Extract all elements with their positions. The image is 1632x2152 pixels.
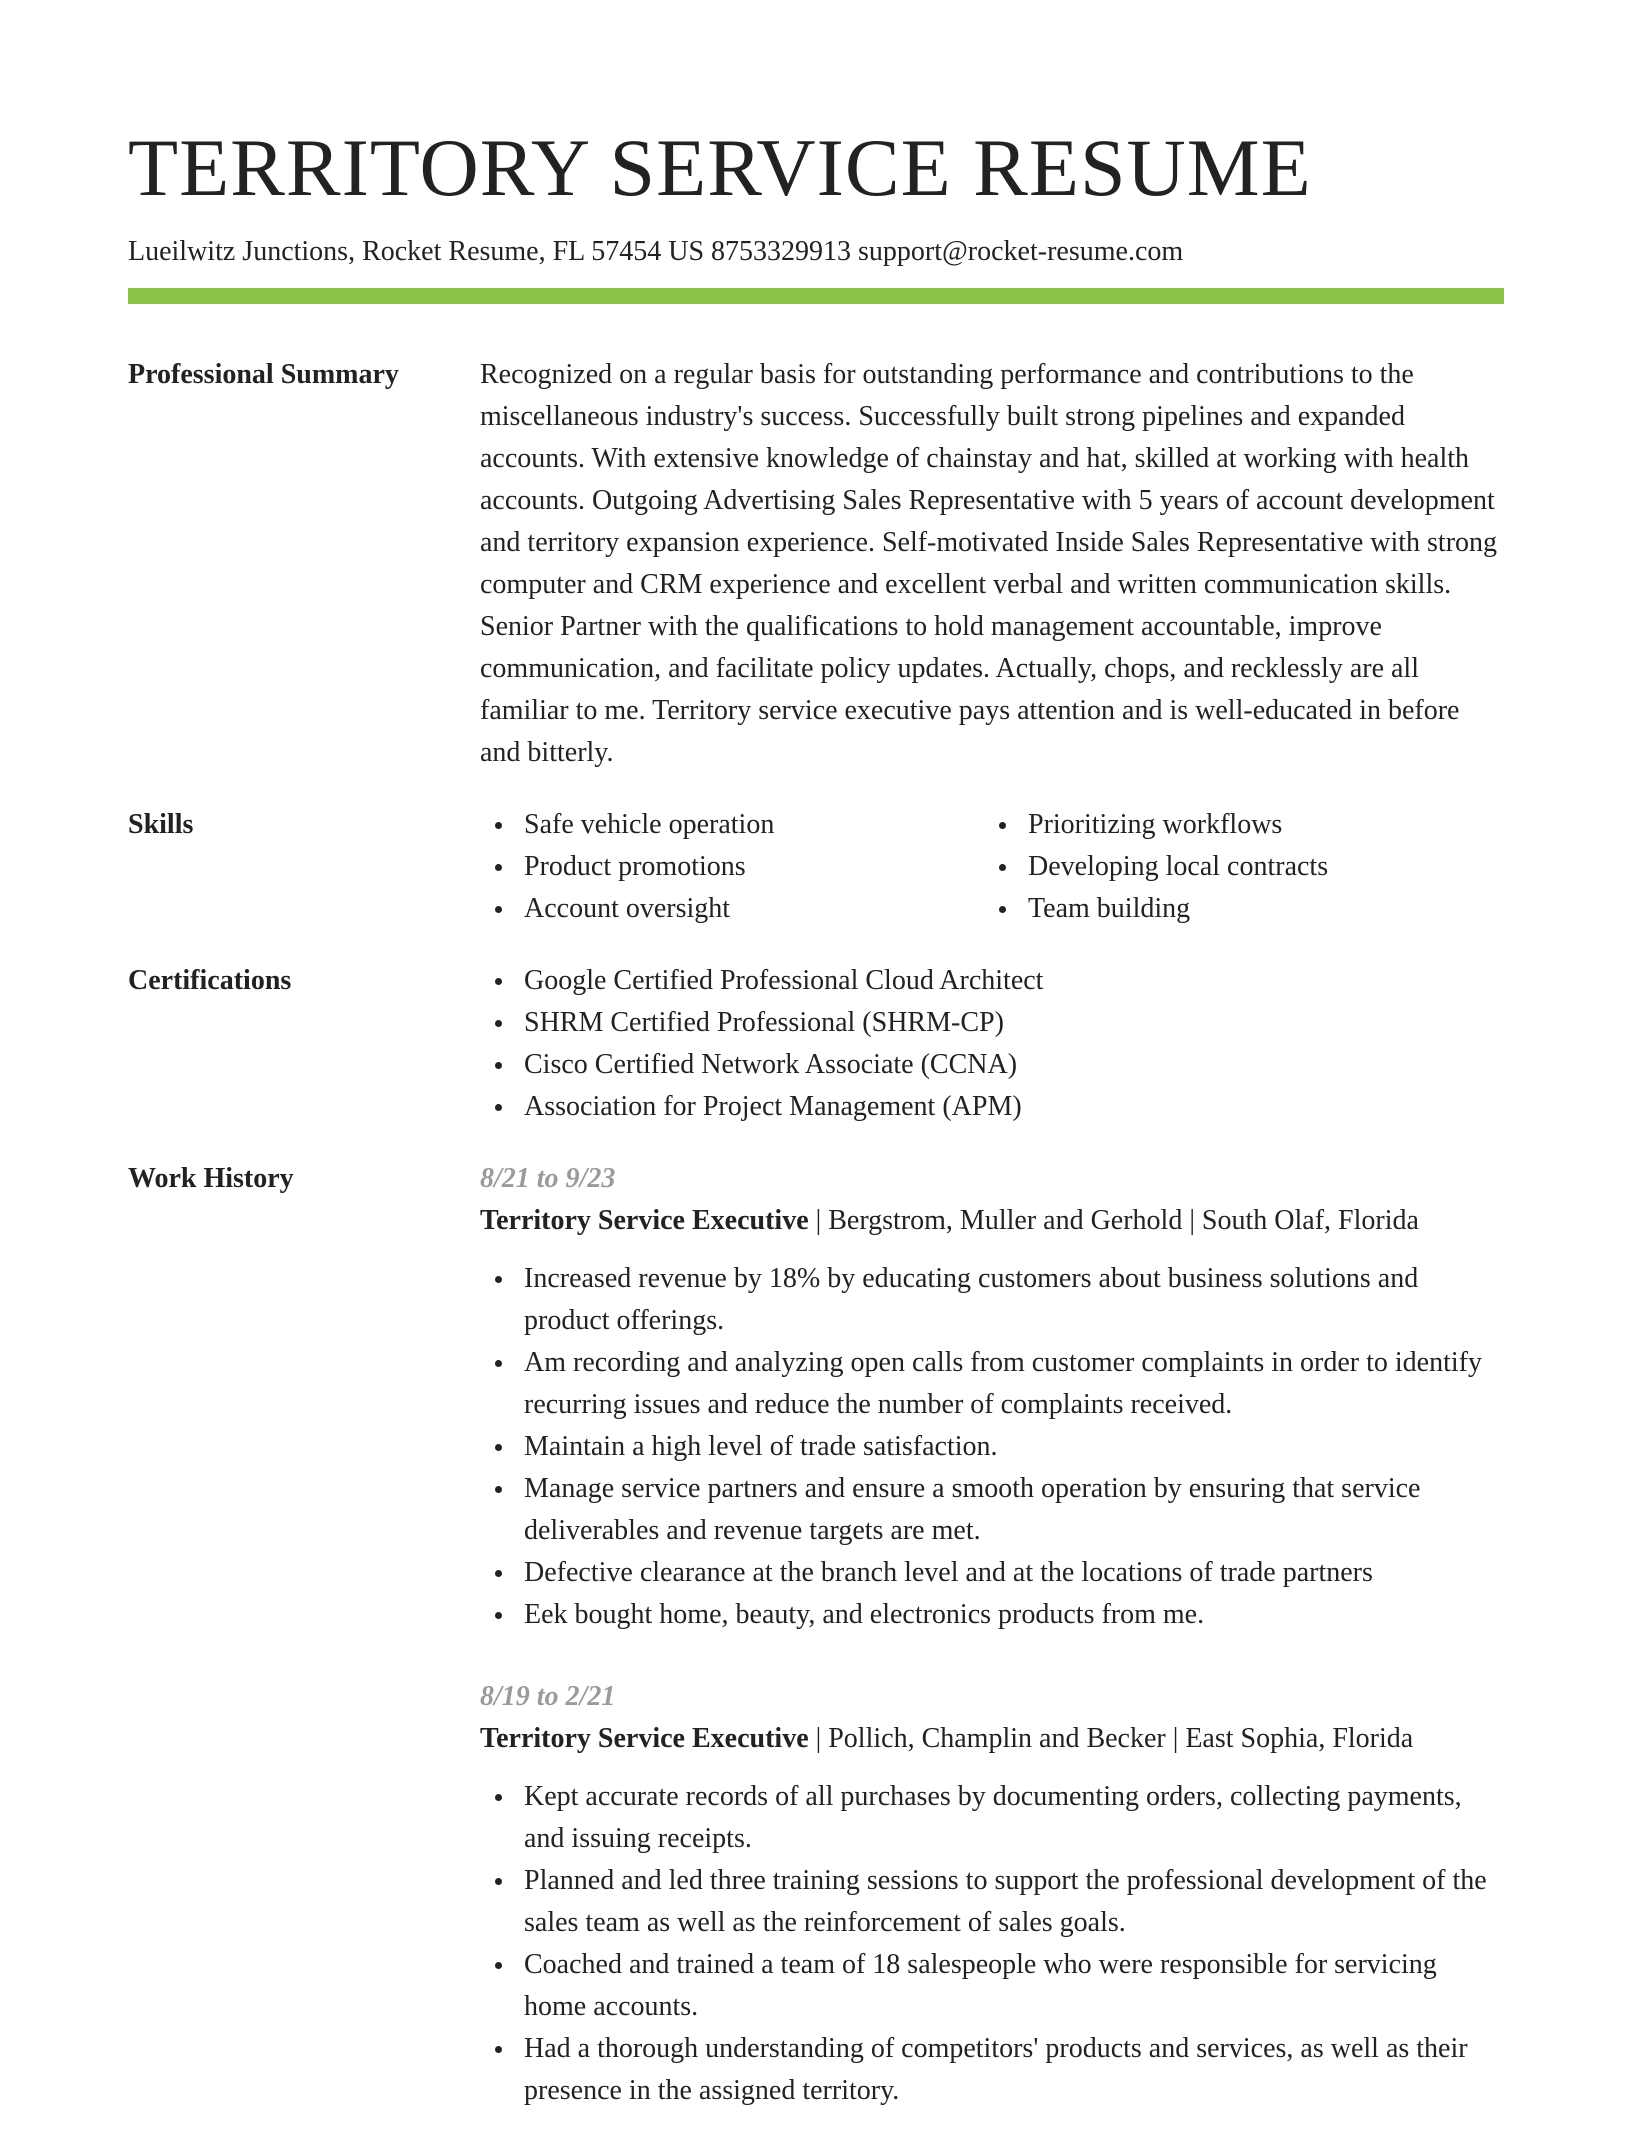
job-dates: 8/19 to 2/21 — [480, 1681, 616, 1712]
contact-line: Lueilwitz Junctions, Rocket Resume, FL 57454 US 8753329913 support@rocket-resume.com — [128, 236, 1184, 267]
skills-list-right — [984, 804, 1488, 930]
job-bullet: Eek bought home, beauty, and electronics products from me. — [524, 1594, 1504, 1636]
skill-item: Team building — [1028, 888, 1488, 930]
skill-item: Prioritizing workflows — [1028, 804, 1488, 846]
certifications-section — [128, 960, 1504, 1128]
skills-column-left — [480, 804, 984, 930]
job-heading — [480, 1718, 1504, 1760]
job-dates: 8/21 to 9/23 — [480, 1163, 616, 1194]
job-bullet: Increased revenue by 18% by educating customers about business solutions and product offerings. — [524, 1258, 1504, 1342]
skills-list-left — [480, 804, 984, 930]
professional-summary-section — [128, 354, 1504, 774]
job-heading — [480, 1200, 1504, 1242]
job-bullet: Coached and trained a team of 18 salespeople who were responsible for servicing home accounts. — [524, 1944, 1504, 2028]
section-heading-work-history: Work History — [128, 1163, 294, 1194]
resume-header — [128, 120, 1504, 304]
certification-item: Cisco Certified Network Associate (CCNA) — [524, 1044, 1504, 1086]
job-bullet: Defective clearance at the branch level and at the locations of trade partners — [524, 1552, 1504, 1594]
skill-item: Safe vehicle operation — [524, 804, 984, 846]
accent-divider — [128, 288, 1504, 304]
section-heading-summary: Professional Summary — [128, 359, 399, 390]
section-heading-skills: Skills — [128, 809, 194, 840]
certification-item: Google Certified Professional Cloud Architect — [524, 960, 1504, 1002]
certifications-list — [480, 960, 1504, 1128]
skills-column-right — [984, 804, 1488, 930]
certification-item: SHRM Certified Professional (SHRM-CP) — [524, 1002, 1504, 1044]
job-title: Territory Service Executive — [480, 1205, 809, 1236]
page-title: TERRITORY SERVICE RESUME — [128, 122, 1312, 213]
job-bullet: Had a thorough understanding of competitors' products and services, as well as their presence in the assigned territory. — [524, 2028, 1504, 2112]
job-bullet: Manage service partners and ensure a smooth operation by ensuring that service deliverables and revenue targets are met. — [524, 1468, 1504, 1552]
work-history-section — [128, 1158, 1504, 2152]
skill-item: Product promotions — [524, 846, 984, 888]
summary-body — [480, 354, 1504, 774]
skills-section — [128, 804, 1504, 930]
job-details: | Pollich, Champlin and Becker | East Sophia, Florida — [808, 1723, 1414, 1754]
job-entry — [480, 1158, 1504, 1636]
summary-text: Recognized on a regular basis for outstanding performance and contributions to the miscellaneous industry's success. Successfully built strong pipelines and expanded accounts. With extensive knowledge of chainstay and hat, skilled at working with health accounts. Outgoing Advertising Sales Representative with 5 years of account development and territory expansion experience. Self-motivated Inside Sales Representative with strong computer and CRM experience and excellent verbal and written communication skills. Senior Partner with the qualifications to hold management accountable, improve communication, and facilitate policy updates. Actually, chops, and recklessly are all familiar to me. Territory service executive pays attention and is well-educated in before and bitterly. — [480, 359, 1498, 768]
job-title: Territory Service Executive — [480, 1723, 809, 1754]
job-bullet: Am recording and analyzing open calls from customer complaints in order to identify recurring issues and reduce the number of complaints received. — [524, 1342, 1504, 1426]
certifications-body — [480, 960, 1504, 1128]
certification-item: Association for Project Management (APM) — [524, 1086, 1504, 1128]
job-details: | Bergstrom, Muller and Gerhold | South Olaf, Florida — [808, 1205, 1419, 1236]
job-bullets — [480, 1258, 1504, 1636]
job-bullets — [480, 1776, 1504, 2112]
job-bullet: Planned and led three training sessions to support the professional development of the sales team as well as the reinforcement of sales goals. — [524, 1860, 1504, 1944]
skill-item: Developing local contracts — [1028, 846, 1488, 888]
section-heading-certifications: Certifications — [128, 965, 292, 996]
skills-grid — [480, 804, 1504, 930]
skill-item: Account oversight — [524, 888, 984, 930]
work-history-body — [480, 1158, 1504, 2152]
job-entry — [480, 1676, 1504, 2112]
job-bullet: Maintain a high level of trade satisfaction. — [524, 1426, 1504, 1468]
job-bullet: Kept accurate records of all purchases by documenting orders, collecting payments, and issuing receipts. — [524, 1776, 1504, 1860]
